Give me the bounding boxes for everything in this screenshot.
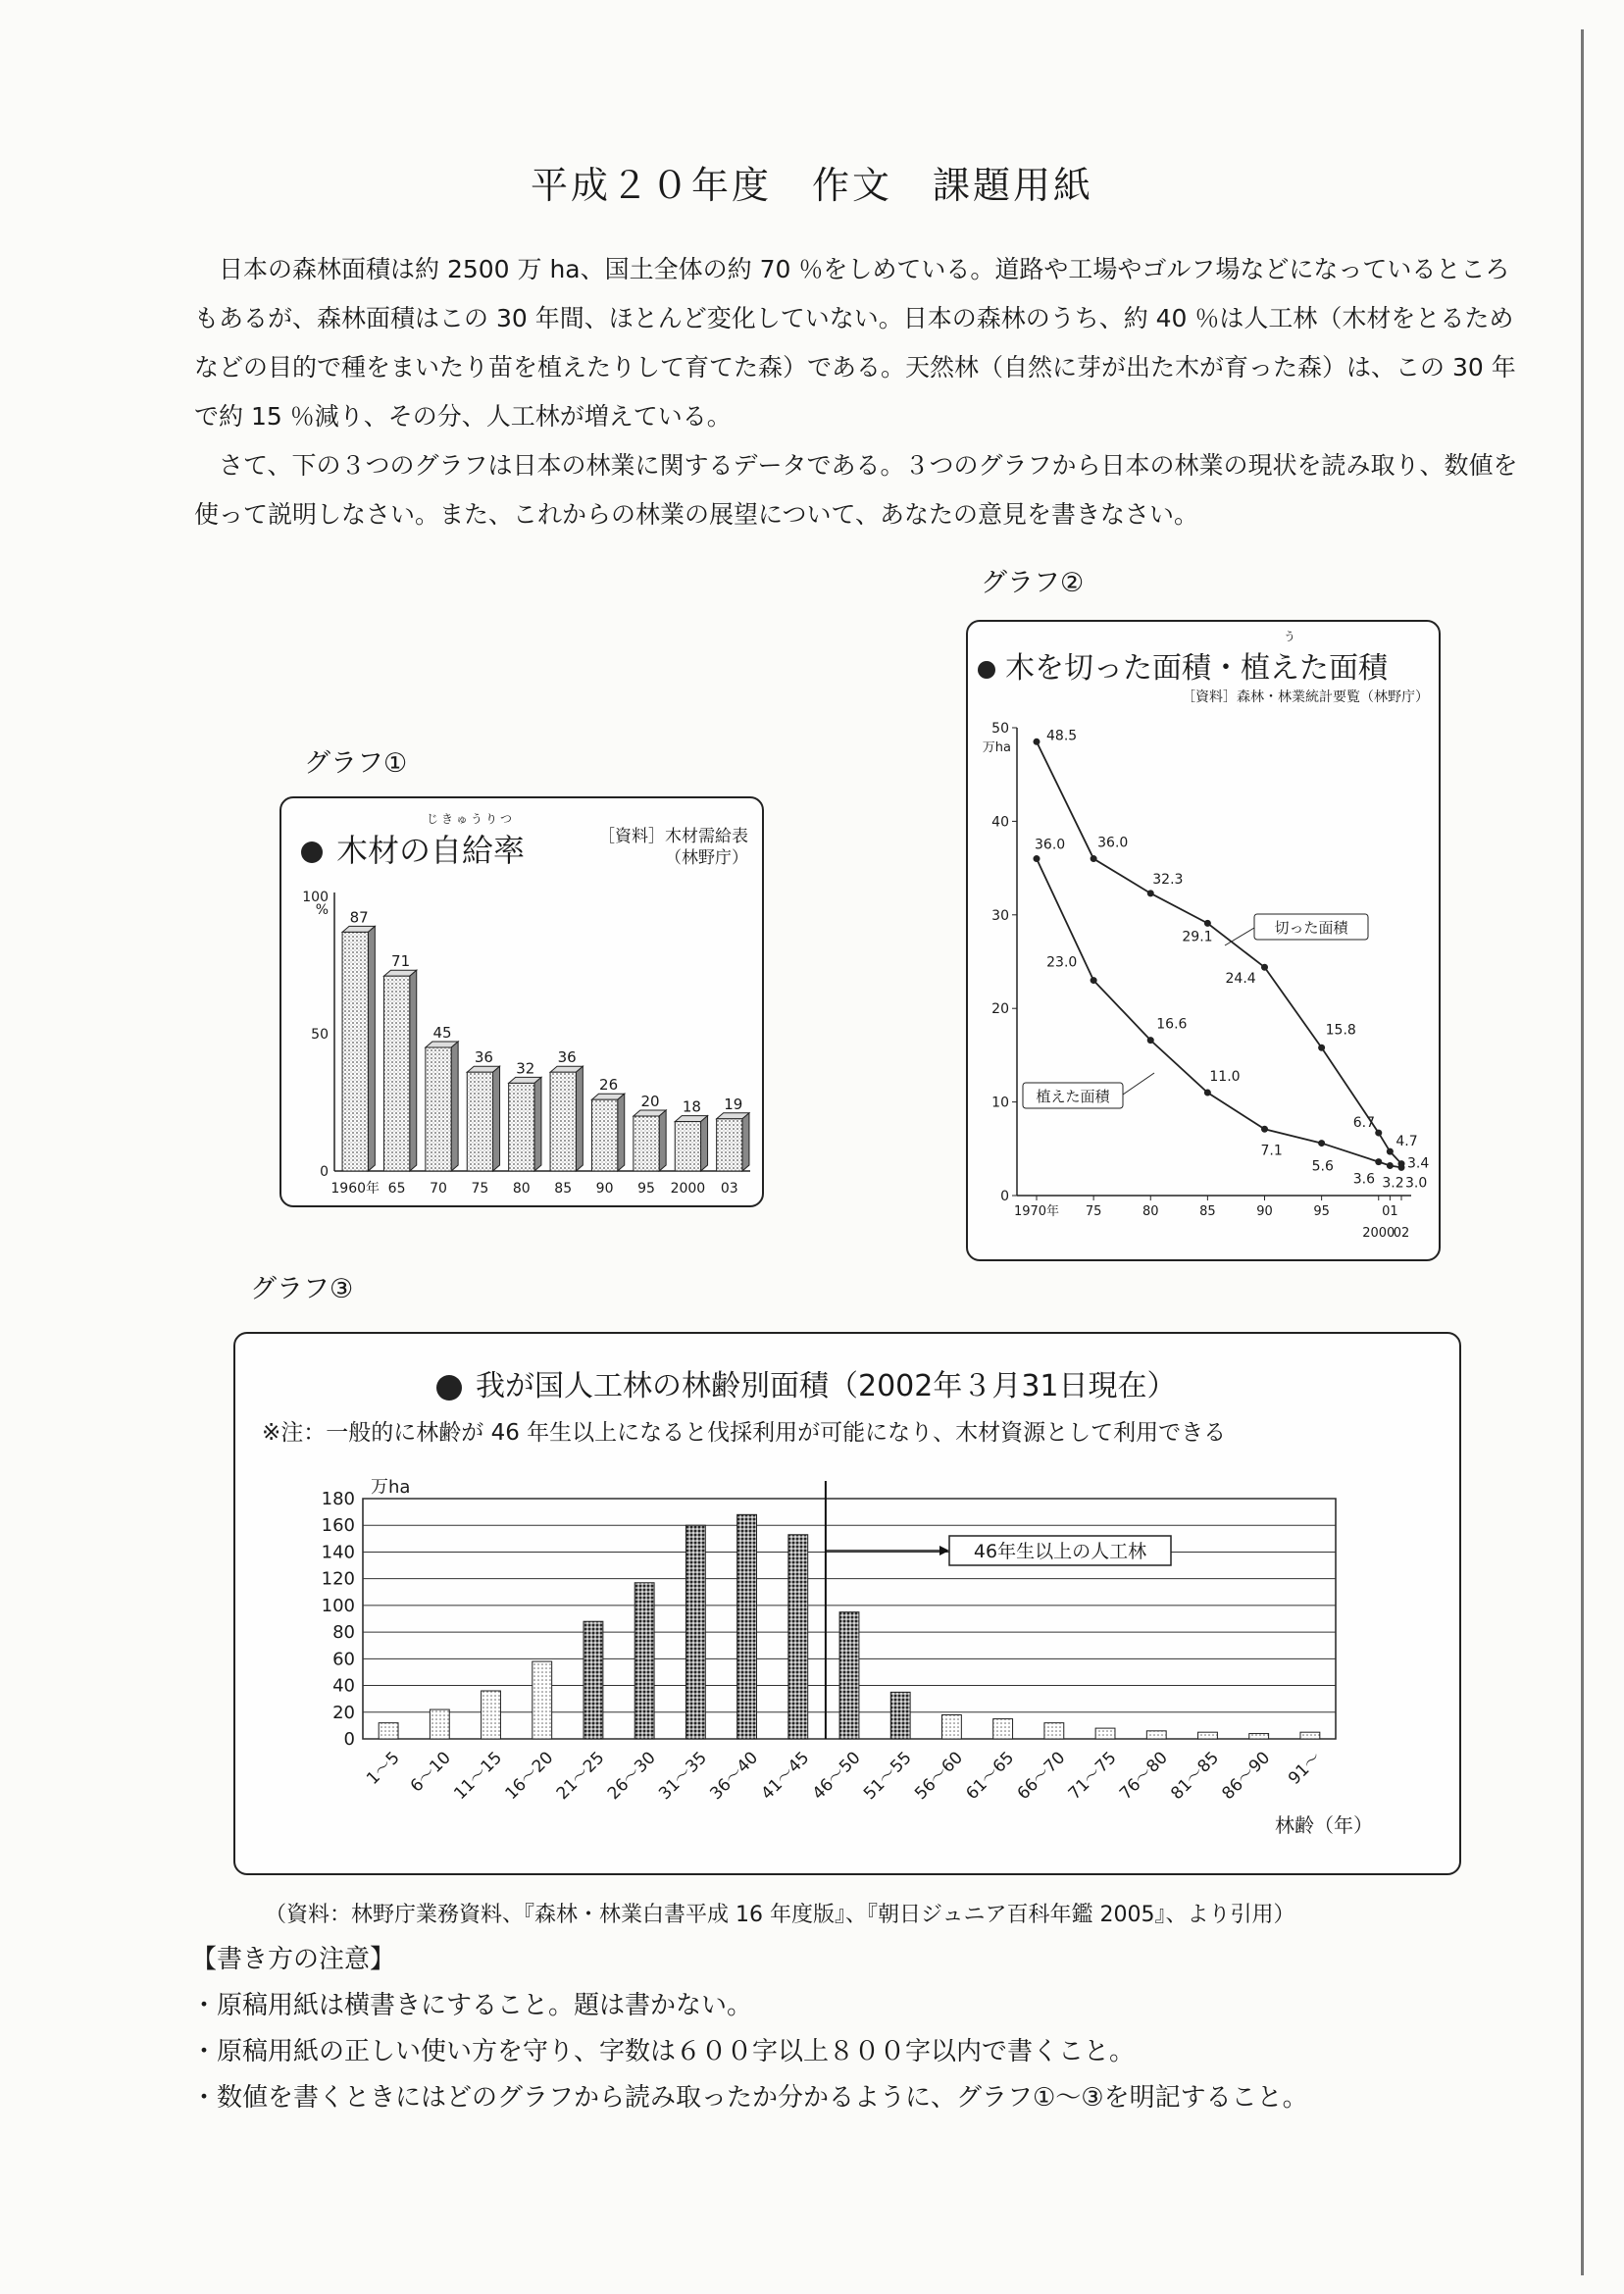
bar-value-label: 19 bbox=[724, 1095, 743, 1113]
x-tick-label: 41～45 bbox=[757, 1748, 814, 1805]
bar bbox=[675, 1122, 700, 1171]
data-point bbox=[1398, 1164, 1405, 1171]
y-tick-label: 100 bbox=[321, 1595, 355, 1616]
bar bbox=[1249, 1734, 1269, 1739]
bar-value-label: 36 bbox=[557, 1048, 577, 1067]
bar-side bbox=[493, 1066, 500, 1171]
x-tick-label: 80 bbox=[1142, 1204, 1159, 1219]
scan-edge-line bbox=[1581, 29, 1584, 2275]
notes-item-1: ・原稿用紙は横書きにすること。題は書かない。 bbox=[191, 1991, 753, 2020]
bar bbox=[584, 1621, 603, 1739]
callout-text: 切った面積 bbox=[1274, 919, 1348, 937]
intro-text bbox=[194, 245, 1518, 539]
y-tick-label: 40 bbox=[332, 1675, 355, 1697]
bar bbox=[533, 1661, 552, 1739]
y-tick-label: 50 bbox=[991, 721, 1009, 737]
bar bbox=[634, 1583, 654, 1739]
x-tick-label: 1～5 bbox=[363, 1748, 404, 1789]
bar-value-label: 32 bbox=[516, 1059, 535, 1078]
bar bbox=[890, 1692, 910, 1739]
x-tick-label: 2000 bbox=[1362, 1226, 1396, 1241]
data-point bbox=[1204, 920, 1211, 927]
data-point bbox=[1147, 1037, 1154, 1044]
bar-side bbox=[742, 1113, 749, 1171]
bar bbox=[342, 932, 368, 1171]
data-point bbox=[1034, 855, 1040, 862]
y-unit-label: 万ha bbox=[982, 740, 1011, 755]
x-tick-label: 51～55 bbox=[859, 1748, 916, 1805]
data-label: 3.0 bbox=[1405, 1175, 1428, 1192]
bar bbox=[509, 1083, 534, 1171]
y-tick-label: 0 bbox=[1000, 1189, 1009, 1204]
intro-paragraph-1: 日本の森林面積は約 2500 万 ha、国土全体の約 70 ％をしめている。道路や工場やゴルフ場などになっているところもあるが、森林面積はこの 30 年間、ほとんど変化していない。日本の森林のうち、約 40 ％は人工林（木材をとるためなどの目的で種をまいたり苗を植えたりして育てた森）である。天然林（自然に芽が出た木が育った森）は、この 30 年で約 15 ％減り、その分、人工林が増えている。 bbox=[194, 255, 1516, 431]
callout-text: 46年生以上の人工林 bbox=[973, 1541, 1147, 1562]
bar-side bbox=[701, 1116, 708, 1171]
data-label: 15.8 bbox=[1325, 1022, 1356, 1039]
bar bbox=[379, 1723, 398, 1739]
x-tick-label: 2000 bbox=[670, 1181, 706, 1197]
data-label: 3.4 bbox=[1407, 1155, 1430, 1172]
graph1-ruby: じきゅうりつ bbox=[427, 812, 516, 826]
x-tick-label: 1960年 bbox=[330, 1181, 381, 1197]
bar-value-label: 36 bbox=[474, 1048, 493, 1067]
bar bbox=[550, 1072, 576, 1171]
bar bbox=[591, 1099, 617, 1171]
x-tick-label: 02 bbox=[1393, 1226, 1410, 1241]
bar-value-label: 45 bbox=[432, 1024, 452, 1042]
y-tick-label: 10 bbox=[991, 1095, 1009, 1111]
y-tick-label: 60 bbox=[332, 1649, 355, 1670]
bar bbox=[426, 1047, 451, 1171]
bar-side bbox=[576, 1066, 583, 1171]
bar bbox=[1146, 1731, 1166, 1739]
y-tick-label: 0 bbox=[343, 1729, 355, 1750]
y-tick-label: 160 bbox=[321, 1515, 355, 1537]
data-label: 5.6 bbox=[1311, 1158, 1334, 1175]
data-point bbox=[1147, 890, 1154, 896]
data-label: 23.0 bbox=[1046, 954, 1078, 971]
data-label: 3.2 bbox=[1382, 1175, 1404, 1192]
graph3-panel bbox=[233, 1332, 1461, 1875]
graph2-source: ［資料］森林・林業統計要覧（林野庁） bbox=[1182, 689, 1429, 705]
bar bbox=[467, 1072, 492, 1171]
graph3-chart bbox=[235, 1334, 1459, 1873]
x-tick-label: 1970年 bbox=[1013, 1204, 1060, 1219]
data-point bbox=[1387, 1148, 1394, 1155]
graph2-chart bbox=[968, 622, 1439, 1259]
bar bbox=[839, 1612, 859, 1739]
data-point bbox=[1318, 1045, 1325, 1051]
intro-paragraph-2: さて、下の３つのグラフは日本の林業に関するデータである。３つのグラフから日本の林業の現状を読み取り、数値を使って説明しなさい。また、これからの林業の展望について、あなたの意見を書きなさい。 bbox=[194, 451, 1518, 529]
bar-side bbox=[618, 1094, 625, 1171]
bar bbox=[788, 1535, 808, 1739]
y-tick-label: 40 bbox=[991, 814, 1009, 831]
y-tick-label: 30 bbox=[991, 907, 1009, 924]
y-tick-label: 180 bbox=[321, 1489, 355, 1509]
bar-value-label: 26 bbox=[599, 1076, 619, 1095]
bar bbox=[717, 1119, 742, 1171]
data-label: 6.7 bbox=[1352, 1115, 1376, 1132]
bar-value-label: 18 bbox=[682, 1097, 701, 1116]
bar-side bbox=[451, 1042, 458, 1171]
data-label: 32.3 bbox=[1152, 871, 1184, 888]
bar-side bbox=[534, 1077, 541, 1171]
cut-area-callout bbox=[1225, 914, 1368, 945]
x-tick-label: 91～ bbox=[1284, 1748, 1326, 1789]
y-unit-label: % bbox=[315, 902, 329, 918]
planted-area-line bbox=[1037, 859, 1401, 1168]
x-tick-label: 90 bbox=[595, 1181, 614, 1197]
callout-pointer bbox=[1225, 928, 1254, 945]
callout-pointer bbox=[1123, 1073, 1154, 1095]
x-tick-label: 70 bbox=[430, 1181, 447, 1197]
bar bbox=[430, 1709, 449, 1739]
bar-side bbox=[659, 1110, 666, 1171]
x-tick-label: 16～20 bbox=[501, 1748, 558, 1805]
source-footnote: （資料：林野庁業務資料、『森林・林業白書平成 16 年度版』、『朝日ジュニア百科年鑑 2005』、より引用） bbox=[265, 1903, 1295, 1927]
bar-value-label: 20 bbox=[640, 1093, 660, 1110]
notes-item-2: ・原稿用紙の正しい使い方を守り、字数は６００字以上８００字以内で書くこと。 bbox=[191, 2037, 1136, 2066]
x-tick-label: 36～40 bbox=[706, 1748, 763, 1805]
y-tick-label: 20 bbox=[991, 1001, 1009, 1018]
bar bbox=[1095, 1728, 1115, 1739]
data-label: 7.1 bbox=[1260, 1143, 1283, 1159]
notes-heading: 【書き方の注意】 bbox=[191, 1945, 396, 1974]
x-tick-label: 71～75 bbox=[1064, 1748, 1121, 1805]
x-tick-label: 26～30 bbox=[603, 1748, 660, 1805]
x-tick-label: 85 bbox=[554, 1181, 573, 1197]
age-46-callout bbox=[826, 1536, 1171, 1565]
graph2-panel bbox=[966, 620, 1441, 1261]
y-tick-label: 0 bbox=[320, 1164, 329, 1180]
data-point bbox=[1261, 964, 1268, 971]
planted-area-callout bbox=[1023, 1073, 1154, 1108]
x-tick-label: 03 bbox=[720, 1181, 738, 1197]
arrowhead-icon bbox=[939, 1546, 949, 1555]
graph2-title-text: 木を切った面積・植えた面積 bbox=[1005, 651, 1388, 686]
graph2-label: グラフ② bbox=[981, 568, 1085, 598]
x-tick-label: 21～25 bbox=[552, 1748, 609, 1805]
bar bbox=[634, 1116, 659, 1171]
graph3-label: グラフ③ bbox=[250, 1274, 354, 1304]
y-tick-label: 80 bbox=[332, 1622, 355, 1644]
graph3-note: ※注：一般的に林齢が 46 年生以上になると伐採利用が可能になり、木材資源として利用できる bbox=[262, 1420, 1227, 1446]
x-tick-label: 85 bbox=[1199, 1204, 1216, 1219]
callout-text: 植えた面積 bbox=[1036, 1088, 1110, 1105]
data-label: 48.5 bbox=[1046, 728, 1078, 744]
graph1-label: グラフ① bbox=[304, 748, 408, 779]
x-tick-label: 6～10 bbox=[406, 1748, 455, 1797]
bar-side bbox=[410, 970, 417, 1171]
bar-value-label: 71 bbox=[391, 952, 411, 971]
bar bbox=[993, 1719, 1013, 1739]
y-tick-label: 100 bbox=[302, 890, 329, 905]
bar bbox=[383, 976, 409, 1171]
y-tick-label: 20 bbox=[332, 1702, 355, 1723]
data-point bbox=[1091, 855, 1097, 862]
graph1-source-line1: ［資料］木材需給表 bbox=[598, 827, 748, 846]
page-title: 平成２０年度 作文 課題用紙 bbox=[530, 164, 1093, 207]
x-tick-label: 90 bbox=[1256, 1204, 1273, 1219]
x-tick-label: 11～15 bbox=[450, 1748, 507, 1805]
graph1-source-line2: （林野庁） bbox=[665, 848, 748, 868]
graph2-ruby: う bbox=[1284, 630, 1296, 643]
x-tick-label: 01 bbox=[1382, 1204, 1398, 1219]
bar bbox=[1300, 1732, 1320, 1739]
x-tick-label: 86～90 bbox=[1218, 1748, 1275, 1805]
x-tick-label: 81～85 bbox=[1167, 1748, 1224, 1805]
data-point bbox=[1091, 977, 1097, 984]
data-point bbox=[1387, 1162, 1394, 1169]
data-point bbox=[1204, 1090, 1211, 1096]
x-tick-label: 95 bbox=[637, 1181, 655, 1197]
data-label: 29.1 bbox=[1182, 929, 1213, 945]
x-tick-label: 46～50 bbox=[808, 1748, 865, 1805]
data-label: 11.0 bbox=[1209, 1069, 1241, 1086]
x-tick-label: 31～35 bbox=[655, 1748, 711, 1805]
bar-side bbox=[368, 926, 375, 1171]
data-label: 36.0 bbox=[1097, 835, 1129, 851]
x-tick-label: 75 bbox=[1085, 1204, 1102, 1219]
data-label: 36.0 bbox=[1035, 837, 1066, 853]
y-unit-label: 万ha bbox=[371, 1477, 411, 1498]
data-point bbox=[1034, 739, 1040, 745]
data-point bbox=[1318, 1140, 1325, 1147]
bar bbox=[737, 1514, 757, 1739]
x-tick-label: 76～80 bbox=[1116, 1748, 1172, 1805]
data-point bbox=[1375, 1158, 1382, 1165]
bar bbox=[1198, 1732, 1218, 1739]
x-tick-label: 75 bbox=[471, 1181, 489, 1197]
graph1-panel bbox=[279, 796, 764, 1207]
x-axis-label: 林齢（年） bbox=[1275, 1813, 1373, 1837]
writing-notes bbox=[191, 1937, 1308, 2121]
x-tick-label: 66～70 bbox=[1013, 1748, 1070, 1805]
x-tick-label: 56～60 bbox=[911, 1748, 967, 1805]
x-tick-label: 61～65 bbox=[962, 1748, 1019, 1805]
data-label: 16.6 bbox=[1156, 1016, 1188, 1033]
bar-value-label: 87 bbox=[349, 908, 369, 927]
graph1-chart bbox=[281, 798, 762, 1205]
data-point bbox=[1261, 1126, 1268, 1133]
bar bbox=[685, 1525, 705, 1739]
x-tick-label: 95 bbox=[1313, 1204, 1330, 1219]
x-tick-label: 80 bbox=[512, 1181, 531, 1197]
bar bbox=[1044, 1723, 1064, 1739]
data-label: 3.6 bbox=[1352, 1171, 1376, 1188]
notes-item-3: ・数値を書くときにはどのグラフから読み取ったか分かるように、グラフ①～③を明記すること。 bbox=[191, 2083, 1308, 2113]
y-tick-label: 120 bbox=[321, 1568, 355, 1590]
y-tick-label: 140 bbox=[321, 1542, 355, 1563]
bar bbox=[942, 1715, 962, 1740]
data-label: 4.7 bbox=[1396, 1134, 1418, 1150]
x-tick-label: 65 bbox=[387, 1181, 406, 1197]
data-point bbox=[1375, 1130, 1382, 1137]
bar bbox=[482, 1691, 501, 1739]
graph3-title-text: 我が国人工林の林齢別面積（2002年３月31日現在） bbox=[476, 1369, 1177, 1403]
data-label: 24.4 bbox=[1225, 971, 1256, 988]
y-tick-label: 50 bbox=[311, 1027, 329, 1043]
graph1-title-text: 木材の自給率 bbox=[336, 832, 526, 869]
